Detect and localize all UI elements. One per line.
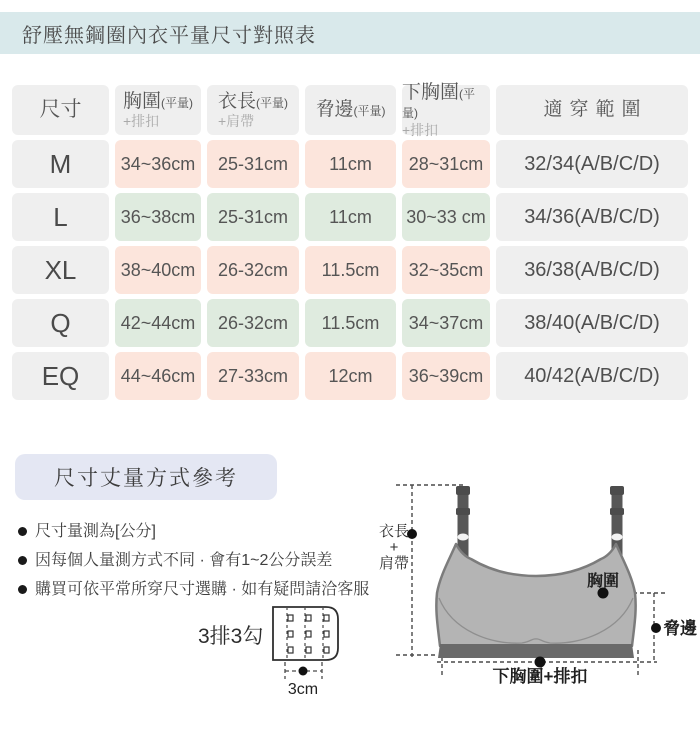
- underbust-cell: 30~33 cm: [402, 193, 490, 241]
- length-label-line3: 肩帶: [378, 555, 410, 572]
- side-cell: 11cm: [305, 140, 396, 188]
- bust-cell: 34~36cm: [115, 140, 201, 188]
- size-cell-eq: EQ: [12, 352, 109, 400]
- column-header-size: 尺寸: [12, 85, 109, 135]
- length-cell: 27-33cm: [207, 352, 299, 400]
- title-bar: [0, 12, 700, 54]
- fit-cell: 34/36(A/B/C/D): [496, 193, 688, 241]
- bust-cell: 42~44cm: [115, 299, 201, 347]
- underbust-label: 下胸圍+排扣: [492, 667, 588, 686]
- length-cell: 26-32cm: [207, 246, 299, 294]
- underbust-dot: [535, 657, 546, 668]
- fit-cell: 32/34(A/B/C/D): [496, 140, 688, 188]
- underbust-cell: 28~31cm: [402, 140, 490, 188]
- page-title: 舒壓無鋼圈內衣平量尺寸對照表: [22, 24, 316, 47]
- length-label-line1: 衣長: [378, 523, 410, 540]
- size-table: [12, 81, 688, 400]
- column-header-bust: 胸圍(平量) +排扣: [115, 85, 201, 135]
- side-cell: 11.5cm: [305, 299, 396, 347]
- size-cell-l: L: [12, 193, 109, 241]
- hook-width-label: 3cm: [287, 681, 319, 698]
- size-cell-xl: XL: [12, 246, 109, 294]
- side-dot: [651, 623, 661, 633]
- size-cell-m: M: [12, 140, 109, 188]
- bullet-icon: [18, 556, 27, 565]
- fit-cell: 36/38(A/B/C/D): [496, 246, 688, 294]
- bust-cell: 44~46cm: [115, 352, 201, 400]
- bust-cell: 36~38cm: [115, 193, 201, 241]
- fit-cell: 40/42(A/B/C/D): [496, 352, 688, 400]
- bust-label: 胸圍: [586, 573, 620, 590]
- hook-diagram-label: 3排3勾: [198, 625, 264, 648]
- length-cell: 25-31cm: [207, 193, 299, 241]
- underbust-cell: 34~37cm: [402, 299, 490, 347]
- hook-diagram: [190, 595, 390, 705]
- note-item: 因每個人量測方式不同 · 會有1~2公分誤差: [18, 550, 393, 571]
- length-label-line2: +: [389, 539, 399, 556]
- underbust-cell: 36~39cm: [402, 352, 490, 400]
- bra-band: [438, 644, 634, 658]
- side-cell: 12cm: [305, 352, 396, 400]
- side-cell: 11cm: [305, 193, 396, 241]
- column-header-side: 脅邊(平量): [305, 85, 396, 135]
- bullet-icon: [18, 527, 27, 536]
- side-label: 脅邊: [663, 619, 697, 638]
- measure-section-heading: 尺寸丈量方式參考: [15, 454, 277, 500]
- length-cell: 26-32cm: [207, 299, 299, 347]
- note-item: 尺寸量測為[公分]: [18, 521, 393, 542]
- column-header-fit-range: 適穿範圍: [496, 85, 688, 135]
- column-header-underbust: 下胸圍(平量) +排扣: [402, 85, 490, 135]
- width-dot: [299, 667, 308, 676]
- bust-cell: 38~40cm: [115, 246, 201, 294]
- side-cell: 11.5cm: [305, 246, 396, 294]
- fit-cell: 38/40(A/B/C/D): [496, 299, 688, 347]
- underbust-cell: 32~35cm: [402, 246, 490, 294]
- note-item: 購買可依平常所穿尺寸選購 · 如有疑問請洽客服: [18, 579, 393, 600]
- bullet-icon: [18, 585, 27, 594]
- length-cell: 25-31cm: [207, 140, 299, 188]
- bra-diagram: [372, 458, 700, 703]
- size-cell-q: Q: [12, 299, 109, 347]
- bra-straps: [456, 486, 624, 558]
- column-header-length: 衣長(平量) +肩帶: [207, 85, 299, 135]
